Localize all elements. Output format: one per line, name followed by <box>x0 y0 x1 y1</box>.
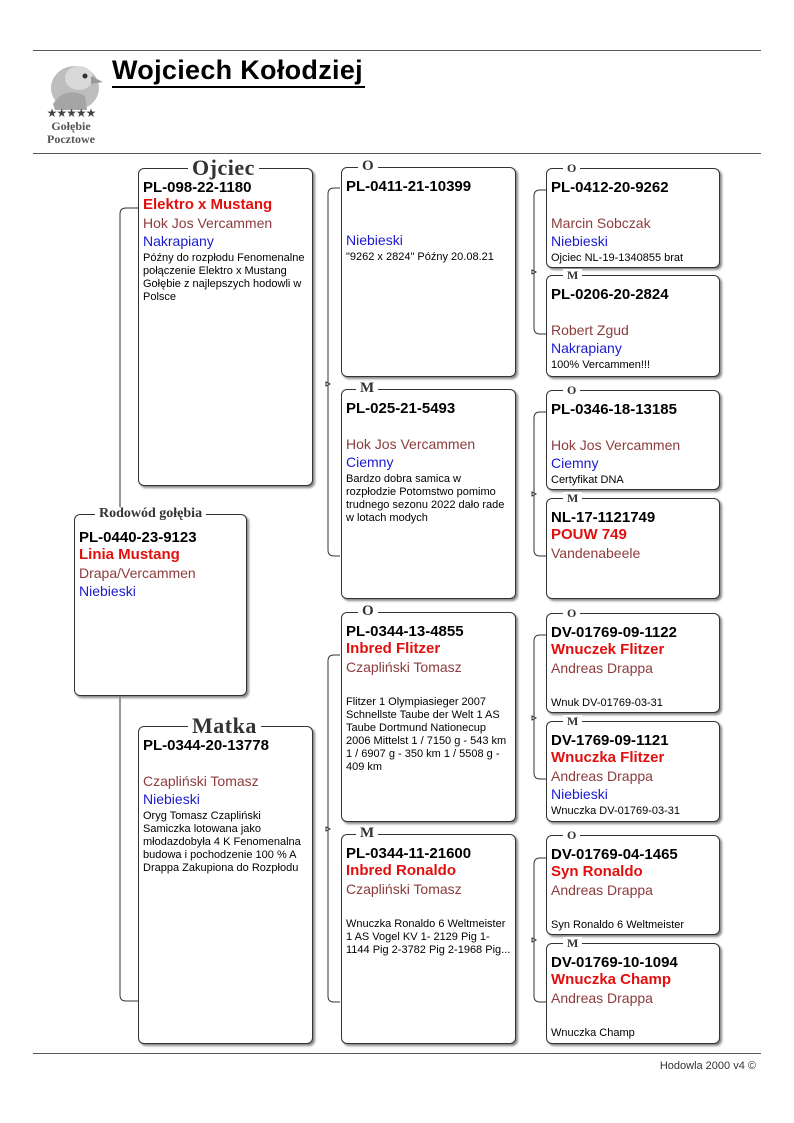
fmm-ring: NL-17-1121749 <box>551 509 656 526</box>
fmm-name: POUW 749 <box>551 526 627 543</box>
fm-card <box>341 389 516 599</box>
mother-card <box>138 726 313 1044</box>
father-notes: Późny do rozpłodu Fenomenalne połączenie Elektro x Mustang Gołębie z najlepszych hodowli w Polsce <box>143 252 305 303</box>
mff-label: O <box>563 607 580 619</box>
fm-color: Ciemny <box>346 454 394 470</box>
fmf-notes: Certyfikat DNA <box>551 474 624 486</box>
mff-color-empty <box>551 677 716 695</box>
fmm-label: M <box>563 492 582 504</box>
ffm-ring: PL-0206-20-2824 <box>551 286 669 303</box>
fff-color: Niebieski <box>551 233 608 249</box>
father-name: Elektro x Mustang <box>143 196 273 213</box>
mf-notes: Flitzer 1 Olympiasieger 2007 Schnellste Taube der Welt 1 AS Taube Dortmund Nationecup 2006 Mittelst 1 / 7150 g - 543 km 1 / 6907 g - 350 km 1 / 5508 g - 409 km <box>346 696 507 773</box>
mm-name: Inbred Ronaldo <box>346 862 456 879</box>
mm-breeder: Czapliński Tomasz <box>346 881 462 897</box>
fmm-card <box>546 498 720 599</box>
mmm-name: Wnuczka Champ <box>551 971 672 988</box>
fmf-label: O <box>563 384 580 396</box>
mother-notes: Oryg Tomasz Czapliński Samiczka lotowana jako młodazdobyła 4 K Fenomenalna budowa i pochodzenie 100 % A Drappa Zakupiona do Rozpłodu <box>143 810 301 874</box>
father-breeder: Hok Jos Vercammen <box>143 215 273 231</box>
mother-name-empty <box>143 754 309 772</box>
fmm-breeder: Vandenabeele <box>551 545 641 561</box>
fmf-name-empty <box>551 418 716 436</box>
subject-ring: PL-0440-23-9123 <box>79 529 197 546</box>
footer-credit: Hodowla 2000 v4 © <box>659 1060 756 1072</box>
fff-card <box>546 168 720 268</box>
mmm-color-empty <box>551 1007 716 1025</box>
father-color: Nakrapiany <box>143 233 214 249</box>
mmf-ring: DV-01769-04-1465 <box>551 846 678 863</box>
mmf-card <box>546 835 720 935</box>
mm-label: M <box>356 826 378 841</box>
mmm-breeder: Andreas Drappa <box>551 990 653 1006</box>
mother-color: Niebieski <box>143 791 200 807</box>
fm-label: M <box>356 381 378 396</box>
mff-ring: DV-01769-09-1122 <box>551 624 677 641</box>
mmf-name: Syn Ronaldo <box>551 863 643 880</box>
mm-ring: PL-0344-11-21600 <box>346 845 472 862</box>
mff-name: Wnuczek Flitzer <box>551 641 665 658</box>
father-label: Ojciec <box>188 157 259 179</box>
mfm-card <box>546 721 720 822</box>
fff-label: O <box>563 162 580 174</box>
ffm-color: Nakrapiany <box>551 340 622 356</box>
mmf-label: O <box>563 829 580 841</box>
subject-label: Rodowód gołębia <box>95 507 206 521</box>
mm-card <box>341 834 516 1044</box>
mm-notes: Wnuczka Ronaldo 6 Weltmeister 1 AS Vogel KV 1- 2129 Pig 1-1144 Pig 2-3782 Pig 2-1968 Pig... <box>346 918 511 956</box>
fmf-ring: PL-0346-18-13185 <box>551 401 677 418</box>
mmf-notes: Syn Ronaldo 6 Weltmeister <box>551 919 685 931</box>
ffm-breeder: Robert Zgud <box>551 322 629 338</box>
mother-ring: PL-0344-20-13778 <box>143 737 269 754</box>
fmf-card <box>546 390 720 490</box>
fff-breeder: Marcin Sobczak <box>551 215 651 231</box>
mf-name: Inbred Flitzer <box>346 640 441 657</box>
logo-line-1: Gołębie <box>51 119 91 133</box>
ff-card <box>341 167 516 377</box>
mf-label: O <box>358 604 378 619</box>
ffm-name-empty <box>551 303 716 321</box>
ffm-notes: 100% Vercammen!!! <box>551 359 651 371</box>
mmm-ring: DV-01769-10-1094 <box>551 954 678 971</box>
mmm-label: M <box>563 937 582 949</box>
fm-breeder: Hok Jos Vercammen <box>346 436 476 452</box>
fm-ring: PL-025-21-5493 <box>346 400 456 417</box>
mfm-notes: Wnuczka DV-01769-03-31 <box>551 805 681 817</box>
ff-breeder-empty <box>346 213 512 231</box>
fff-notes: Ojciec NL-19-1340855 brat <box>551 252 684 264</box>
mf-breeder: Czapliński Tomasz <box>346 659 462 675</box>
fm-name-empty <box>346 417 512 435</box>
mmf-color-empty <box>551 899 716 917</box>
mmm-notes: Wnuczka Champ <box>551 1027 635 1039</box>
logo-line-2: Pocztowe <box>47 132 95 146</box>
fff-name-empty <box>551 196 716 214</box>
mfm-ring: DV-1769-09-1121 <box>551 732 669 749</box>
mff-card <box>546 613 720 713</box>
mother-label: Matka <box>188 715 261 737</box>
fm-notes: Bardzo dobra samica w rozpłodzie Potomstwo pomimo trudnego sezonu 2022 dało rade w lotach modych <box>346 473 505 524</box>
ffm-label: M <box>563 269 582 281</box>
mff-notes: Wnuk DV-01769-03-31 <box>551 697 663 709</box>
fff-ring: PL-0412-20-9262 <box>551 179 669 196</box>
logo-stars: ★★★★★ <box>46 106 96 120</box>
mf-ring: PL-0344-13-4855 <box>346 623 464 640</box>
mfm-name: Wnuczka Flitzer <box>551 749 665 766</box>
mfm-label: M <box>563 715 582 727</box>
mf-color-empty <box>346 676 512 694</box>
ff-notes: "9262 x 2824" Późny 20.08.21 <box>346 251 494 263</box>
mfm-color: Niebieski <box>551 786 608 802</box>
fmf-breeder: Hok Jos Vercammen <box>551 437 681 453</box>
mfm-breeder: Andreas Drappa <box>551 768 653 784</box>
mmm-card <box>546 943 720 1044</box>
mf-card <box>341 612 516 822</box>
subject-card <box>74 514 247 696</box>
father-ring: PL-098-22-1180 <box>143 179 252 196</box>
ffm-card <box>546 275 720 377</box>
mff-breeder: Andreas Drappa <box>551 660 653 676</box>
owner-title: Wojciech Kołodziej <box>112 54 365 88</box>
fmf-color: Ciemny <box>551 455 599 471</box>
ff-label: O <box>358 159 378 174</box>
mmf-breeder: Andreas Drappa <box>551 882 653 898</box>
subject-name: Linia Mustang <box>79 546 180 563</box>
ff-ring: PL-0411-21-10399 <box>346 178 472 195</box>
ff-name-empty <box>346 195 512 213</box>
mm-color-empty <box>346 898 512 916</box>
father-card <box>138 168 313 486</box>
mother-breeder: Czapliński Tomasz <box>143 773 259 789</box>
subject-color: Niebieski <box>79 583 136 599</box>
ff-color: Niebieski <box>346 232 403 248</box>
subject-breeder: Drapa/Vercammen <box>79 565 196 581</box>
